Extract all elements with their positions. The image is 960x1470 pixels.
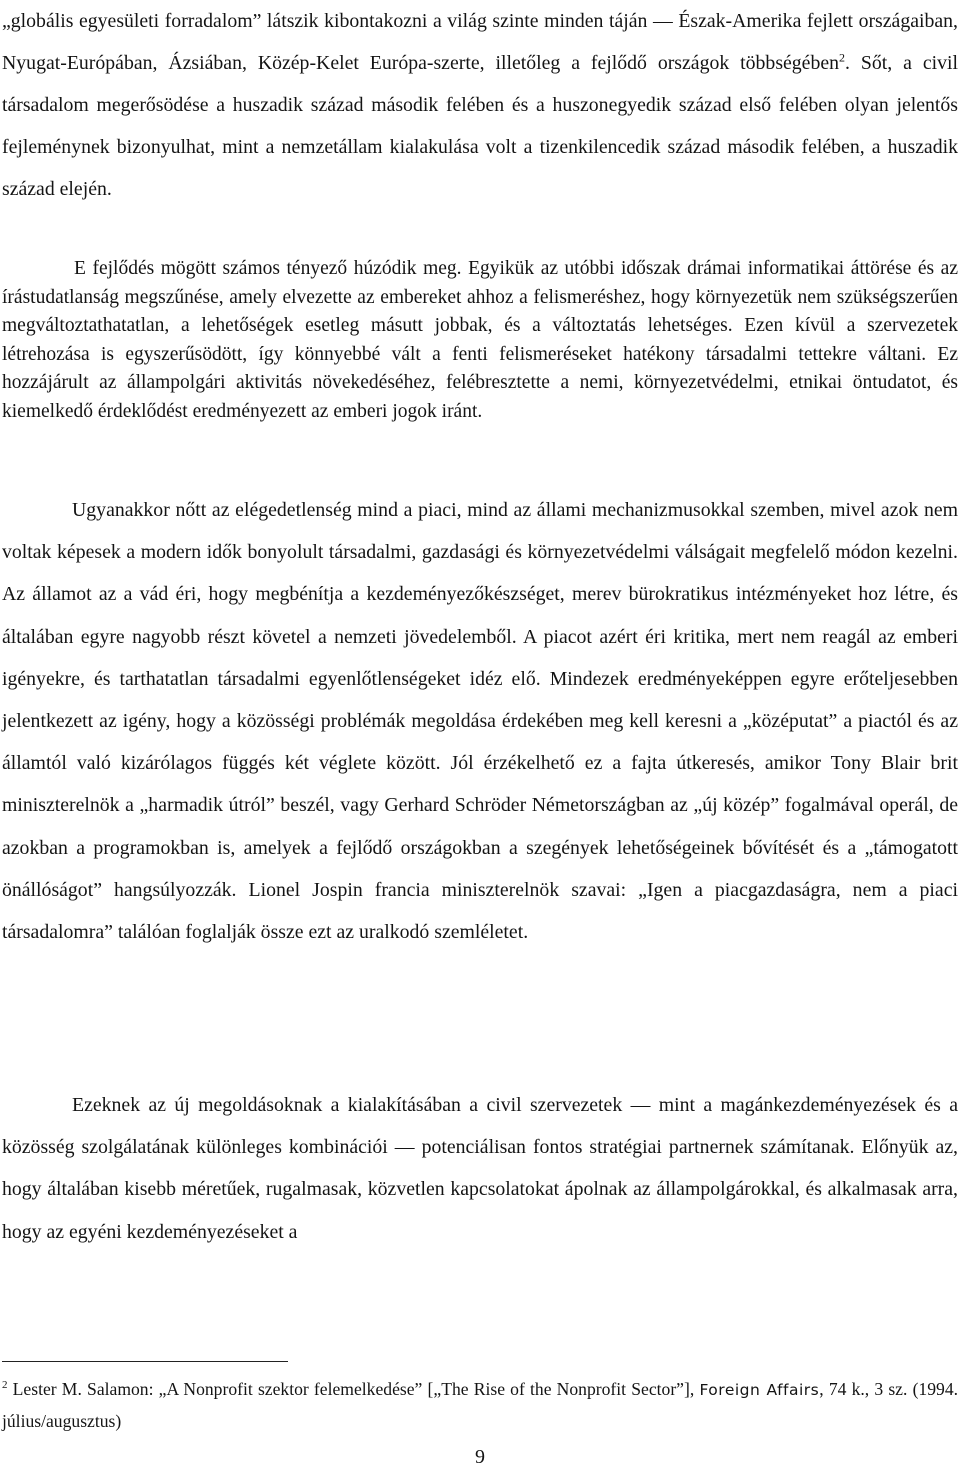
paragraph-1-text-b: . Sőt, a civil társadalom megerősödése a huszadik század második felében és a huszonegyedik század első felében olyan jelentős fejleménynek bizonyulhat, mint a nemzetállam kialakulása volt a tizenkilencedik század második felében, a huszadik század elején. [2,52,958,200]
footnote-reference[interactable]: 2 [839,50,846,65]
page-number: 9 [475,1446,485,1468]
footnote-text-a: Lester M. Salamon: „A Nonprofit szektor felemelkedése” [„The Rise of the Nonprofit Sector”], [7,1379,700,1399]
footnote-number: 2 [2,1379,8,1392]
paragraph-1 [2,0,958,210]
footnote-journal: Foreign Affairs [699,1381,820,1399]
footnote-text-b: , 74 k., 3 sz. (1994. július/augusztus) [2,1379,959,1431]
paragraph-3: Ugyanakkor nőtt az elégedetlenség mind a piaci, mind az állami mechanizmusokkal szemben, mivel azok nem voltak képesek a modern idők bonyolult társadalmi, gazdasági és környezetvédelmi válságait megfelelő módon kezelni. Az államot az a vád éri, hogy megbénítja a kezdeményezőkészséget, merev bürokratikus intézményeket hoz létre, és általában egyre nagyobb részt követel a nemzeti jövedelemből. A piacot azért éri kritika, mert nem reagál az emberi igényekre, és tarthatatlan társadalmi egyenlőtlenségeket idéz elő. Mindezek eredményeképpen egyre erőteljesebben jelentkezett az igény, hogy a közösségi problémák megoldása érdekében meg kell keresni a „középutat” a piactól és az államtól való kizárólagos függés két véglete között. Jól érzékelhető ez a fajta útkeresés, amikor Tony Blair brit miniszterelnök a „harmadik útról” beszél, vagy Gerhard Schröder Németországban az „új közép” fogalmával operál, de azokban a programokban is, amelyek a fejlődő országokban a szegények lehetőségeinek bővítését és a „támogatott önállóságot” hangsúlyozzák. Lionel Jospin francia miniszterelnök szavai: „Igen a piacgazdaságra, nem a piaci társadalomra” találóan foglalják össze ezt az uralkodó szemléletet. [2,499,958,944]
paragraph-4: Ezeknek az új megoldásoknak a kialakításában a civil szervezetek — mint a magánkezdeményezések és a közösség szolgálatának különleges kombinációi — potenciálisan fontos stratégiai partnernek számítanak. Előnyük az, hogy általában kisebb méretűek, rugalmasak, közvetlen kapcsolatokat ápolnak az állampolgárokkal, és alkalmasak arra, hogy az egyéni kezdeményezéseket a [2,1094,958,1243]
paragraph-1-text-a: „globális egyesületi forradalom” látszik kibontakozni a világ szinte minden táján — Észak-Amerika fejlett országaiban, Nyugat-Európában, Ázsiában, Közép-Kelet Európa-szerte, illetőleg a fejlődő országok többségében [2,10,958,74]
footnote-separator [2,1361,288,1362]
footnote [2,1374,958,1437]
paragraph-2: E fejlődés mögött számos tényező húzódik meg. Egyikük az utóbbi időszak drámai informatikai áttörése és az írástudatlanság megszűnése, amely elvezette az embereket ahhoz a felismeréshez, hogy környezetük nem szükségszerűen megváltoztathatatlan, a lehetőségek esetleg másutt jobbak, és a változtatás lehetséges. Ezen kívül a szervezetek létrehozása is egyszerűsödött, így könnyebbé vált a fenti felismeréseket hatékony társadalmi tettekre váltani. Ez hozzájárult az állampolgári aktivitás növekedéséhez, felébresztette a nemi, környezetvédelmi, etnikai öntudatot, és kiemelkedő érdeklődést eredményezett az emberi jogok iránt. [2,258,958,422]
